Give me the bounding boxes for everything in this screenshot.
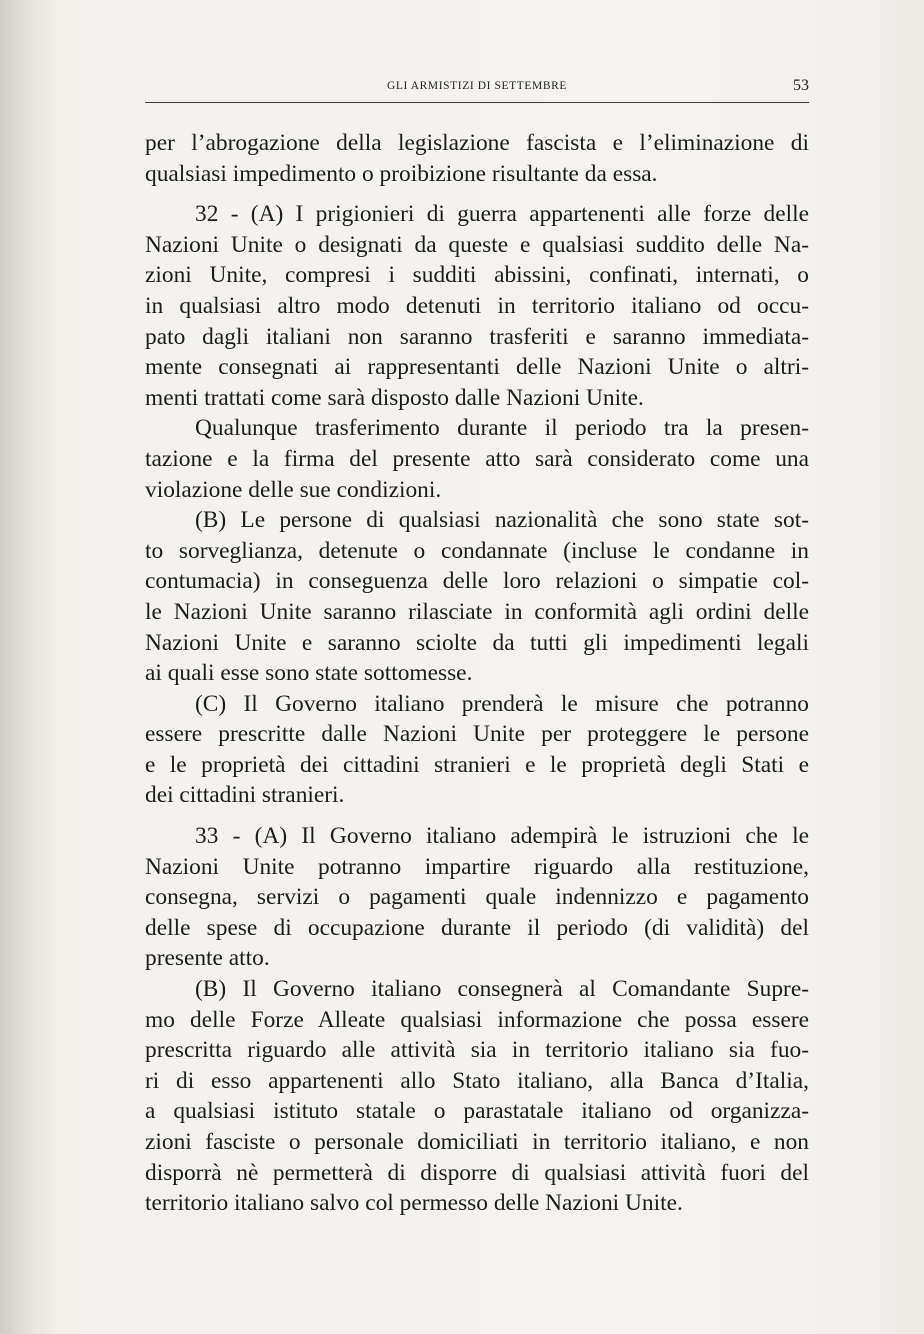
- paragraph-article-32-a: [145, 199, 809, 413]
- paragraph-article-33-a: [145, 821, 809, 974]
- text-line: mo delle Forze Alleate qualsiasi informazione che possa essere: [145, 1006, 809, 1033]
- text-line: menti trattati come sarà disposto dalle Nazioni Unite.: [145, 384, 644, 411]
- paragraph-continuation: [145, 128, 809, 189]
- text-line: Nazioni Unite e saranno sciolte da tutti gli impedimenti legali: [145, 629, 809, 656]
- text-line: dei cittadini stranieri.: [145, 782, 345, 809]
- text-line: (B) Le persone di qualsiasi nazionalità che sono state sot-: [195, 507, 809, 534]
- text-line: (B) Il Governo italiano consegnerà al Comandante Supre-: [195, 976, 809, 1003]
- text-line: 33 - (A) Il Governo italiano adempirà le istruzioni che le: [195, 823, 809, 850]
- text-line: in qualsiasi altro modo detenuti in territorio italiano od occu-: [145, 292, 809, 319]
- text-line: ai quali esse sono state sottomesse.: [145, 660, 473, 687]
- text-line: contumacia) in conseguenza delle loro relazioni o simpatie col-: [145, 568, 809, 595]
- text-line: prescritta riguardo alle attività sia in territorio italiano sia fuo-: [145, 1037, 809, 1064]
- text-line: Qualunque trasferimento durante il periodo tra la presen-: [195, 415, 809, 442]
- text-line: Nazioni Unite o designati da queste e qualsiasi suddito delle Na-: [145, 231, 809, 258]
- text-line: violazione delle sue condizioni.: [145, 476, 442, 503]
- text-line: mente consegnati ai rappresentanti delle Nazioni Unite o altri-: [145, 354, 809, 381]
- text-line: zioni fasciste o personale domiciliati in territorio italiano, e non: [145, 1129, 809, 1155]
- text-line: to sorveglianza, detenute o condannate (incluse le condanne in: [145, 537, 809, 564]
- text-line: (C) Il Governo italiano prenderà le misure che potranno: [195, 690, 809, 717]
- paragraph-article-33-b: [145, 974, 809, 1219]
- text-line: ri di esso appartenenti allo Stato italiano, alla Banca d’Italia,: [145, 1067, 809, 1094]
- text-line: tazione e la firma del presente atto sarà considerato come una: [145, 445, 809, 472]
- text-line: essere prescritte dalle Nazioni Unite per proteggere le persone: [145, 721, 809, 748]
- page-header: [145, 78, 809, 103]
- text-line: qualsiasi impedimento o proibizione risultante da essa.: [145, 160, 658, 187]
- text-line: disporrà nè permetterà di disporre di qualsiasi attività fuori del: [145, 1159, 809, 1186]
- paragraph-article-32-c: [145, 689, 809, 811]
- text-line: delle spese di occupazione durante il periodo (di validità) del: [145, 914, 809, 941]
- text-line: a qualsiasi istituto statale o parastatale italiano od organizza-: [145, 1098, 809, 1125]
- text-line: e le proprietà dei cittadini stranieri e le proprietà degli Stati e: [145, 751, 809, 778]
- text-line: 32 - (A) I prigionieri di guerra appartenenti alle forze delle: [195, 201, 809, 228]
- page-number: 53: [793, 77, 809, 94]
- text-line: territorio italiano salvo col permesso delle Nazioni Unite.: [145, 1190, 683, 1217]
- text-line: consegna, servizi o pagamenti quale indennizzo e pagamento: [145, 884, 809, 911]
- paragraph-transfer: [145, 413, 809, 505]
- paragraph-article-32-b: [145, 505, 809, 689]
- text-line: zioni Unite, compresi i sudditi abissini, confinati, internati, o: [145, 262, 809, 289]
- running-title: GLI ARMISTIZI DI SETTEMBRE: [386, 80, 568, 92]
- text-line: Nazioni Unite potranno impartire riguardo alla restituzione,: [145, 853, 809, 880]
- text-line: per l’abrogazione della legislazione fascista e l’eliminazione di: [145, 130, 809, 156]
- text-line: presente atto.: [145, 945, 270, 972]
- text-line: pato dagli italiani non saranno trasferiti e saranno immediata-: [145, 323, 809, 350]
- body-text: [145, 128, 809, 1219]
- text-line: le Nazioni Unite saranno rilasciate in conformità agli ordini delle: [145, 598, 809, 625]
